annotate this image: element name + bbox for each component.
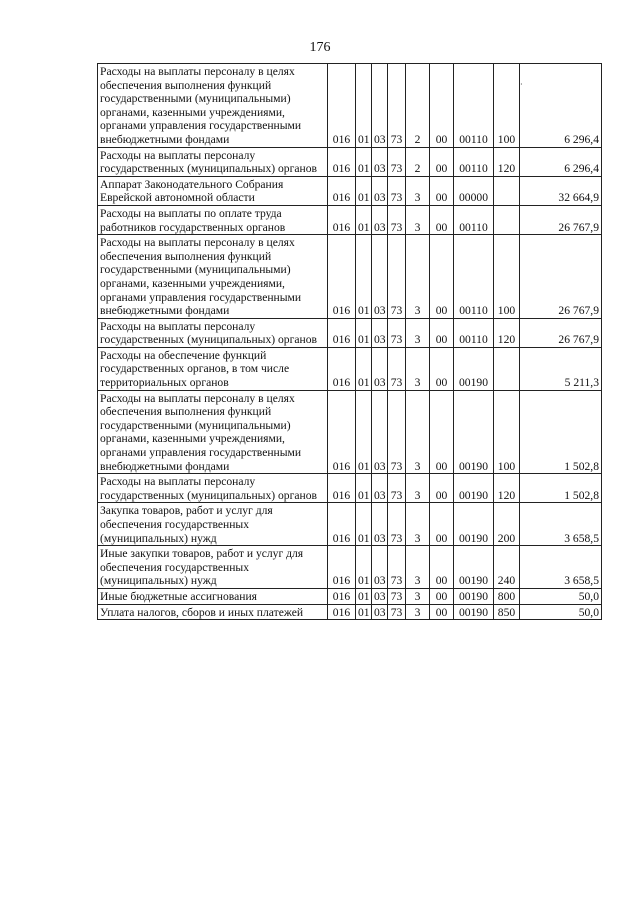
- code-main-event: 00: [430, 64, 454, 148]
- code-pr: 03: [372, 235, 388, 319]
- code-pr: 03: [372, 474, 388, 503]
- code-ved: 016: [328, 474, 356, 503]
- code-program: 73: [388, 205, 406, 234]
- code-direction: 00110: [454, 205, 494, 234]
- code-expense-type: [494, 205, 520, 234]
- code-pr: 03: [372, 347, 388, 390]
- code-ved: 016: [328, 176, 356, 205]
- table-row: [98, 474, 602, 503]
- code-main-event: 00: [430, 474, 454, 503]
- amount: 6 296,4: [520, 64, 602, 148]
- code-program: 73: [388, 390, 406, 474]
- row-name: Расходы на выплаты по оплате труда работников государственных органов: [98, 205, 328, 234]
- code-program: 73: [388, 474, 406, 503]
- table-row: [98, 64, 602, 148]
- code-subprogram: 3: [406, 235, 430, 319]
- code-main-event: 00: [430, 176, 454, 205]
- code-main-event: 00: [430, 390, 454, 474]
- code-main-event: 00: [430, 604, 454, 620]
- row-name: Расходы на выплаты персоналу в целях обеспечения выполнения функций государственными (муниципальными) органами, казенными учреждениями, органами управления государственными внебюджетными фондами: [98, 235, 328, 319]
- code-main-event: 00: [430, 503, 454, 546]
- row-name: Расходы на выплаты персоналу в целях обеспечения выполнения функций государственными (муниципальными) органами, казенными учреждениями, органами управления государственными внебюджетными фондами: [98, 390, 328, 474]
- table-row: [98, 235, 602, 319]
- row-name: Расходы на выплаты персоналу в целях обеспечения выполнения функций государственными (муниципальными) органами, казенными учреждениями, органами управления государственными внебюджетными фондами: [98, 64, 328, 148]
- code-expense-type: 120: [494, 318, 520, 347]
- code-rz: 01: [356, 604, 372, 620]
- code-ved: 016: [328, 503, 356, 546]
- code-rz: 01: [356, 588, 372, 604]
- code-main-event: 00: [430, 347, 454, 390]
- code-rz: 01: [356, 318, 372, 347]
- table-row: [98, 347, 602, 390]
- code-expense-type: 800: [494, 588, 520, 604]
- code-direction: 00190: [454, 503, 494, 546]
- code-rz: 01: [356, 235, 372, 319]
- code-expense-type: 100: [494, 64, 520, 148]
- table-row: [98, 546, 602, 589]
- code-rz: 01: [356, 205, 372, 234]
- table-row: [98, 176, 602, 205]
- code-ved: 016: [328, 546, 356, 589]
- row-name: Расходы на выплаты персоналу государственных (муниципальных) органов: [98, 474, 328, 503]
- table-row: [98, 588, 602, 604]
- code-ved: 016: [328, 588, 356, 604]
- amount: 1 502,8: [520, 390, 602, 474]
- row-name: Аппарат Законодательного Собрания Еврейской автономной области: [98, 176, 328, 205]
- code-main-event: 00: [430, 205, 454, 234]
- code-subprogram: 3: [406, 176, 430, 205]
- row-name: Закупка товаров, работ и услуг для обеспечения государственных (муниципальных) нужд: [98, 503, 328, 546]
- code-subprogram: 3: [406, 546, 430, 589]
- code-expense-type: 120: [494, 474, 520, 503]
- code-program: 73: [388, 64, 406, 148]
- code-program: 73: [388, 503, 406, 546]
- code-expense-type: 120: [494, 147, 520, 176]
- code-subprogram: 3: [406, 588, 430, 604]
- table-row: [98, 604, 602, 620]
- row-name: Расходы на выплаты персоналу государственных (муниципальных) органов: [98, 147, 328, 176]
- code-rz: 01: [356, 474, 372, 503]
- code-main-event: 00: [430, 147, 454, 176]
- row-name: Иные бюджетные ассигнования: [98, 588, 328, 604]
- table-row: [98, 205, 602, 234]
- code-pr: 03: [372, 147, 388, 176]
- page-number: 176: [309, 40, 331, 55]
- code-direction: 00190: [454, 588, 494, 604]
- table-row: [98, 318, 602, 347]
- code-expense-type: 100: [494, 390, 520, 474]
- row-name: Иные закупки товаров, работ и услуг для обеспечения государственных (муниципальных) нужд: [98, 546, 328, 589]
- code-expense-type: 100: [494, 235, 520, 319]
- code-direction: 00110: [454, 147, 494, 176]
- amount: 50,0: [520, 604, 602, 620]
- row-name: Расходы на выплаты персоналу государственных (муниципальных) органов: [98, 318, 328, 347]
- amount: 32 664,9: [520, 176, 602, 205]
- amount: 26 767,9: [520, 318, 602, 347]
- code-pr: 03: [372, 205, 388, 234]
- code-program: 73: [388, 588, 406, 604]
- amount: 5 211,3: [520, 347, 602, 390]
- code-rz: 01: [356, 503, 372, 546]
- code-subprogram: 3: [406, 604, 430, 620]
- amount: 26 767,9: [520, 205, 602, 234]
- code-subprogram: 2: [406, 147, 430, 176]
- code-rz: 01: [356, 347, 372, 390]
- table-row: [98, 503, 602, 546]
- code-pr: 03: [372, 318, 388, 347]
- code-program: 73: [388, 318, 406, 347]
- amount: 50,0: [520, 588, 602, 604]
- code-subprogram: 3: [406, 390, 430, 474]
- code-ved: 016: [328, 318, 356, 347]
- code-subprogram: 3: [406, 347, 430, 390]
- code-pr: 03: [372, 64, 388, 148]
- code-expense-type: [494, 347, 520, 390]
- scan-mark: ·: [520, 80, 523, 89]
- code-pr: 03: [372, 390, 388, 474]
- code-main-event: 00: [430, 318, 454, 347]
- amount: 6 296,4: [520, 147, 602, 176]
- code-direction: 00110: [454, 235, 494, 319]
- code-main-event: 00: [430, 235, 454, 319]
- code-ved: 016: [328, 235, 356, 319]
- code-expense-type: [494, 176, 520, 205]
- code-main-event: 00: [430, 546, 454, 589]
- row-name: Уплата налогов, сборов и иных платежей: [98, 604, 328, 620]
- amount: 3 658,5: [520, 503, 602, 546]
- code-ved: 016: [328, 64, 356, 148]
- code-direction: 00190: [454, 604, 494, 620]
- code-program: 73: [388, 604, 406, 620]
- code-ved: 016: [328, 347, 356, 390]
- code-subprogram: 3: [406, 205, 430, 234]
- code-ved: 016: [328, 604, 356, 620]
- code-rz: 01: [356, 546, 372, 589]
- code-ved: 016: [328, 205, 356, 234]
- amount: 3 658,5: [520, 546, 602, 589]
- code-program: 73: [388, 176, 406, 205]
- code-pr: 03: [372, 588, 388, 604]
- code-direction: 00190: [454, 546, 494, 589]
- code-subprogram: 3: [406, 318, 430, 347]
- code-program: 73: [388, 347, 406, 390]
- code-pr: 03: [372, 546, 388, 589]
- code-direction: 00000: [454, 176, 494, 205]
- code-pr: 03: [372, 176, 388, 205]
- table-row: [98, 147, 602, 176]
- code-pr: 03: [372, 604, 388, 620]
- code-ved: 016: [328, 147, 356, 176]
- code-expense-type: 200: [494, 503, 520, 546]
- code-direction: 00110: [454, 318, 494, 347]
- code-direction: 00110: [454, 64, 494, 148]
- code-expense-type: 850: [494, 604, 520, 620]
- code-direction: 00190: [454, 347, 494, 390]
- code-program: 73: [388, 235, 406, 319]
- code-pr: 03: [372, 503, 388, 546]
- code-subprogram: 3: [406, 474, 430, 503]
- code-subprogram: 3: [406, 503, 430, 546]
- amount: 26 767,9: [520, 235, 602, 319]
- code-subprogram: 2: [406, 64, 430, 148]
- code-rz: 01: [356, 176, 372, 205]
- code-program: 73: [388, 147, 406, 176]
- code-direction: 00190: [454, 390, 494, 474]
- row-name: Расходы на обеспечение функций государственных органов, в том числе территориальных органов: [98, 347, 328, 390]
- code-ved: 016: [328, 390, 356, 474]
- amount: 1 502,8: [520, 474, 602, 503]
- code-rz: 01: [356, 147, 372, 176]
- code-rz: 01: [356, 64, 372, 148]
- table-row: [98, 390, 602, 474]
- code-main-event: 00: [430, 588, 454, 604]
- code-direction: 00190: [454, 474, 494, 503]
- code-program: 73: [388, 546, 406, 589]
- code-rz: 01: [356, 390, 372, 474]
- code-expense-type: 240: [494, 546, 520, 589]
- budget-table: [97, 63, 602, 620]
